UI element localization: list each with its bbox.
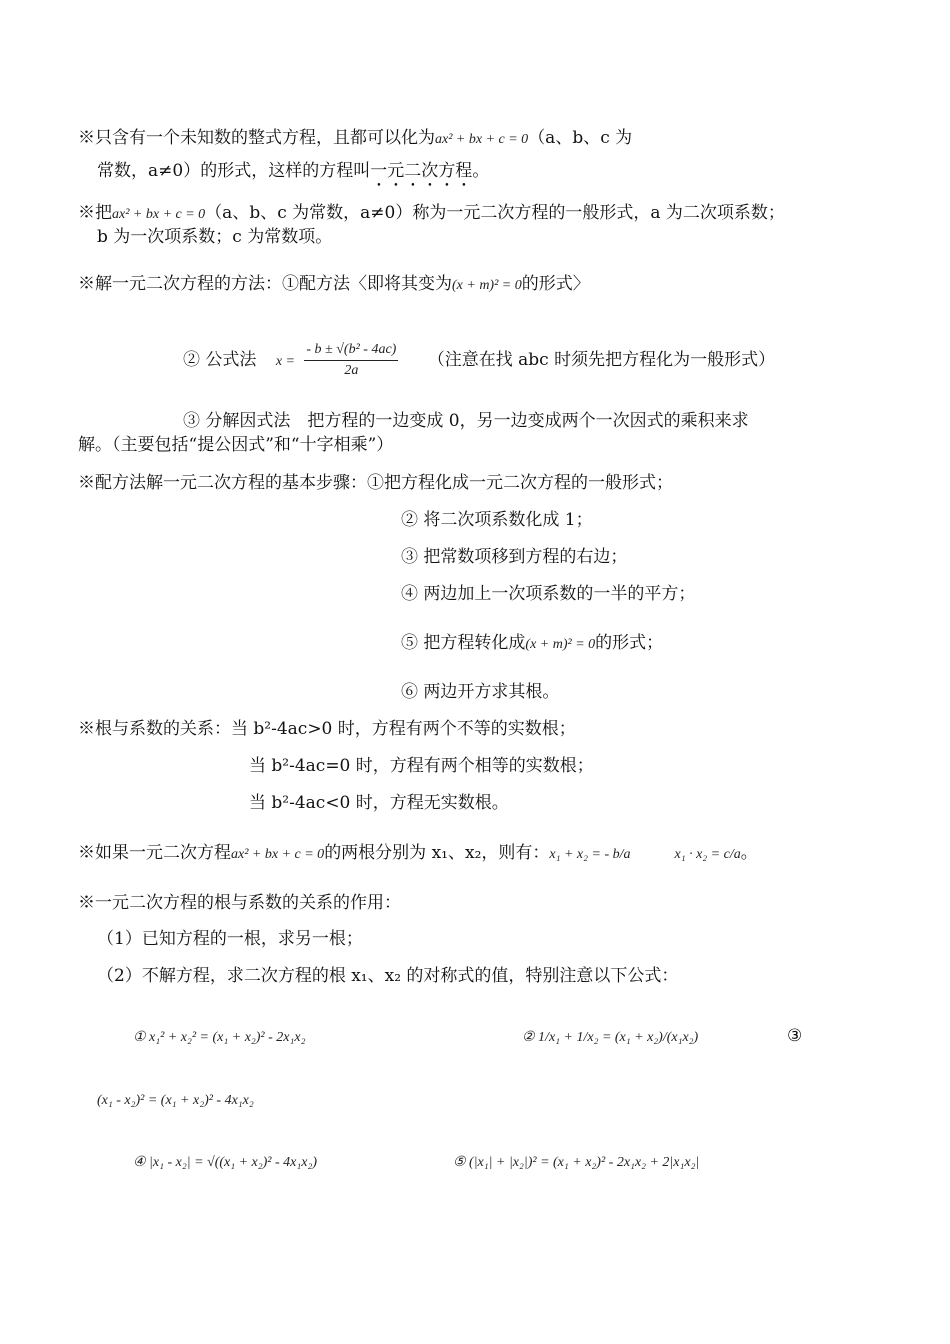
step-1-text: ※配方法解一元二次方程的基本步骤：①把方程化成一元二次方程的一般形式； <box>78 473 673 493</box>
step-3-text: ③ 把常数项移到方程的右边； <box>401 547 628 567</box>
uses-heading <box>78 892 401 914</box>
formula-note: （注意在找 abc 时须先把方程化为一般形式） <box>427 350 776 370</box>
formula-4-text: ④ |x₁ - x₂| = √((x₁ + x₂)² - 4x₁x₂) <box>133 1155 317 1170</box>
formula-3-number: ③ <box>787 1026 803 1046</box>
step-6-text: ⑥ 两边开方求其根。 <box>401 682 560 702</box>
methods-text-b: 的形式〉 <box>521 274 590 294</box>
formula-3-text: (x₁ - x₂)² = (x₁ + x₂)² - 4x₁x₂ <box>97 1093 254 1108</box>
definition-text-b: （a、b、c 为 <box>528 128 633 148</box>
factoring-line-2 <box>78 434 393 456</box>
general-form-text-b: （a、b、c 为常数，a≠0）称为一元二次方程的一般形式，a 为二次项系数； <box>205 203 785 223</box>
step-5 <box>401 632 663 656</box>
formula-2-text: ② 1/x₁ + 1/x₂ = (x₁ + x₂)/(x₁x₂) <box>522 1030 699 1045</box>
general-form-line-2 <box>97 226 332 248</box>
quadratic-formula-line <box>183 336 775 384</box>
step-4-text: ④ 两边加上一次项系数的一半的平方； <box>401 584 696 604</box>
discriminant-negative: 当 b²-4ac<0 时，方程无实数根。 <box>249 793 509 813</box>
formula-4 <box>133 1152 317 1174</box>
uses-heading-text: ※一元二次方程的根与系数的关系的作用： <box>78 893 401 913</box>
step-5-text-b: 的形式； <box>595 633 664 653</box>
use-2 <box>97 965 678 987</box>
step-2 <box>401 509 593 531</box>
vieta-line <box>78 842 758 866</box>
definition-line-2 <box>97 160 489 191</box>
term-quadratic-equation: 一元二次方程 <box>370 161 473 181</box>
general-form-equation-2: ax² + bx + c = 0 <box>112 207 206 222</box>
formula-lhs: x = <box>275 354 295 369</box>
discriminant-positive: ※根与系数的关系：当 b²-4ac>0 时，方程有两个不等的实数根； <box>78 719 576 739</box>
step-4 <box>401 583 695 605</box>
general-form-equation: ax² + bx + c = 0 <box>435 132 529 147</box>
vieta-product-formula: x₁ · x₂ = c/a <box>674 847 741 862</box>
formula-1 <box>133 1027 305 1049</box>
definition-text-d: 。 <box>472 161 490 181</box>
vieta-text-a: ※如果一元二次方程 <box>78 843 231 863</box>
formula-method-label: ② 公式法 <box>183 350 257 370</box>
formula-3-marker <box>787 1025 802 1047</box>
factoring-text-a: ③ 分解因式法 把方程的一边变成 0，另一边变成两个一次因式的乘积来求 <box>183 411 749 431</box>
step-6 <box>401 681 559 703</box>
step-2-text: ② 将二次项系数化成 1； <box>401 510 593 530</box>
steps-heading <box>78 472 673 494</box>
definition-line-1 <box>78 127 632 151</box>
formula-denominator: 2a <box>344 363 359 378</box>
definition-text-a: ※只含有一个未知数的整式方程，且都可以化为 <box>78 128 435 148</box>
definition-text-c: 常数，a≠0）的形式，这样的方程叫 <box>97 161 371 181</box>
general-form-text-a: ※把 <box>78 203 112 223</box>
formula-5 <box>453 1152 699 1174</box>
vieta-text-b: 的两根分别为 x₁、x₂，则有： <box>324 843 550 863</box>
formula-2 <box>522 1027 698 1049</box>
step-3 <box>401 546 627 568</box>
methods-text-a: ※解一元二次方程的方法：①配方法〈即将其变为 <box>78 274 452 294</box>
discriminant-line-1 <box>78 718 576 740</box>
factoring-text-b: 解。（主要包括“提公因式”和“十字相乘”） <box>78 435 394 455</box>
general-form-text-c: b 为一次项系数；c 为常数项。 <box>97 227 333 247</box>
use-1 <box>97 928 363 950</box>
vieta-equation: ax² + bx + c = 0 <box>231 847 325 862</box>
methods-line <box>78 273 590 297</box>
quadratic-formula-fraction <box>304 340 398 381</box>
step-5-equation: (x + m)² = 0 <box>525 637 596 652</box>
factoring-line-1 <box>183 410 749 432</box>
completed-square-form: (x + m)² = 0 <box>452 278 522 293</box>
formula-1-text: ① x₁² + x₂² = (x₁ + x₂)² - 2x₁x₂ <box>133 1030 306 1045</box>
use-2-text: （2）不解方程，求二次方程的根 x₁、x₂ 的对称式的值，特别注意以下公式： <box>97 966 679 986</box>
discriminant-line-2 <box>249 755 594 777</box>
formula-3 <box>97 1090 254 1112</box>
vieta-sum-formula: x₁ + x₂ = - b/a <box>549 847 631 862</box>
step-5-text-a: ⑤ 把方程转化成 <box>401 633 526 653</box>
vieta-text-c: 。 <box>740 843 758 863</box>
formula-5-text: ⑤ (|x₁| + |x₂|)² = (x₁ + x₂)² - 2x₁x₂ + 2|x₁x₂| <box>453 1155 700 1170</box>
discriminant-line-3 <box>249 792 509 814</box>
general-form-line-1 <box>78 202 785 226</box>
use-1-text: （1）已知方程的一根，求另一根； <box>97 929 363 949</box>
formula-numerator: - b ± √(b² - 4ac) <box>304 340 398 361</box>
discriminant-zero: 当 b²-4ac=0 时，方程有两个相等的实数根； <box>249 756 594 776</box>
